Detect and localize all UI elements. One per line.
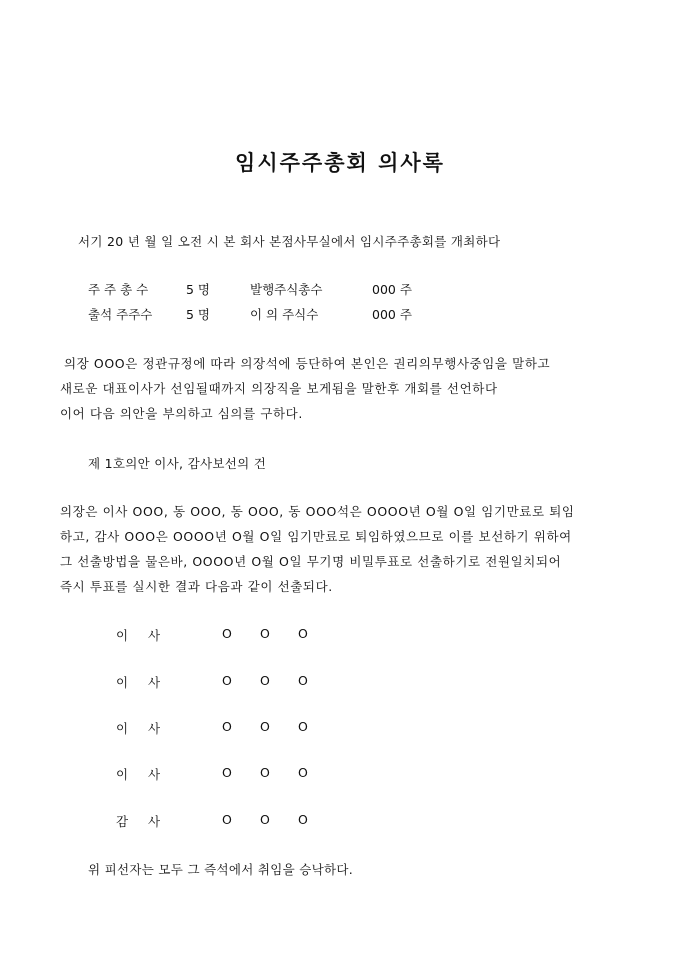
officer-role: 이 사 xyxy=(116,721,161,736)
name-placeholder: O xyxy=(260,812,270,827)
officer-name xyxy=(222,719,336,734)
name-placeholder: O xyxy=(298,626,308,641)
paragraph-line: 즉시 투표를 실시한 결과 다음과 같이 선출되다. xyxy=(60,579,333,594)
officer-name xyxy=(222,812,336,827)
officer-name xyxy=(222,673,336,688)
name-placeholder: O xyxy=(222,673,232,688)
total-shareholders-count: 5 명 xyxy=(186,282,211,297)
name-placeholder: O xyxy=(260,765,270,780)
opening-statement: 서기 20 년 월 일 오전 시 본 회사 본점사무실에서 임시주주총회를 개최하다 xyxy=(78,234,501,249)
paragraph-line: 그 선출방법을 물은바, OOOO년 O월 O일 무기명 비밀투표로 선출하기로 전원일치되어 xyxy=(60,554,562,569)
name-placeholder: O xyxy=(298,812,308,827)
officer-name xyxy=(222,626,336,641)
paragraph-line: 의장 OOO은 정관규정에 따라 의장석에 등단하여 본인은 권리의무행사중임을 말하고 xyxy=(64,356,551,371)
voting-shares-value: 000 주 xyxy=(372,307,412,322)
name-placeholder: O xyxy=(260,626,270,641)
issued-shares-value: 000 주 xyxy=(372,282,412,297)
name-placeholder: O xyxy=(298,765,308,780)
agenda-heading: 제 1호의안 이사, 감사보선의 건 xyxy=(88,456,267,471)
total-shareholders-label: 주 주 총 수 xyxy=(88,282,149,297)
name-placeholder: O xyxy=(298,719,308,734)
issued-shares-label: 발행주식총수 xyxy=(250,282,323,297)
name-placeholder: O xyxy=(298,673,308,688)
name-placeholder: O xyxy=(260,719,270,734)
paragraph-line: 하고, 감사 OOO은 OOOO년 O월 O일 임기만료로 퇴임하였으므로 이를 보선하기 위하여 xyxy=(60,529,572,544)
voting-shares-label: 이 의 주식수 xyxy=(250,307,319,322)
name-placeholder: O xyxy=(222,626,232,641)
paragraph-line: 의장은 이사 OOO, 동 OOO, 동 OOO, 동 OOO석은 OOOO년 O월 O일 임기만료로 퇴임 xyxy=(60,504,575,519)
officer-role: 감 사 xyxy=(116,814,161,829)
name-placeholder: O xyxy=(222,719,232,734)
attending-shareholders-count: 5 명 xyxy=(186,307,211,322)
name-placeholder: O xyxy=(222,765,232,780)
officer-name xyxy=(222,765,336,780)
officer-role: 이 사 xyxy=(116,675,161,690)
closing-statement: 위 피선자는 모두 그 즉석에서 취임을 승낙하다. xyxy=(88,862,354,877)
document-title: 임시주주총회 의사록 xyxy=(235,150,445,175)
paragraph-line: 이어 다음 의안을 부의하고 심의를 구하다. xyxy=(60,406,303,421)
officer-role: 이 사 xyxy=(116,628,161,643)
attending-shareholders-label: 출석 주주수 xyxy=(88,307,153,322)
officer-role: 이 사 xyxy=(116,767,161,782)
name-placeholder: O xyxy=(222,812,232,827)
paragraph-line: 새로운 대표이사가 선임될때까지 의장직을 보게됨을 말한후 개회를 선언하다 xyxy=(60,381,498,396)
name-placeholder: O xyxy=(260,673,270,688)
